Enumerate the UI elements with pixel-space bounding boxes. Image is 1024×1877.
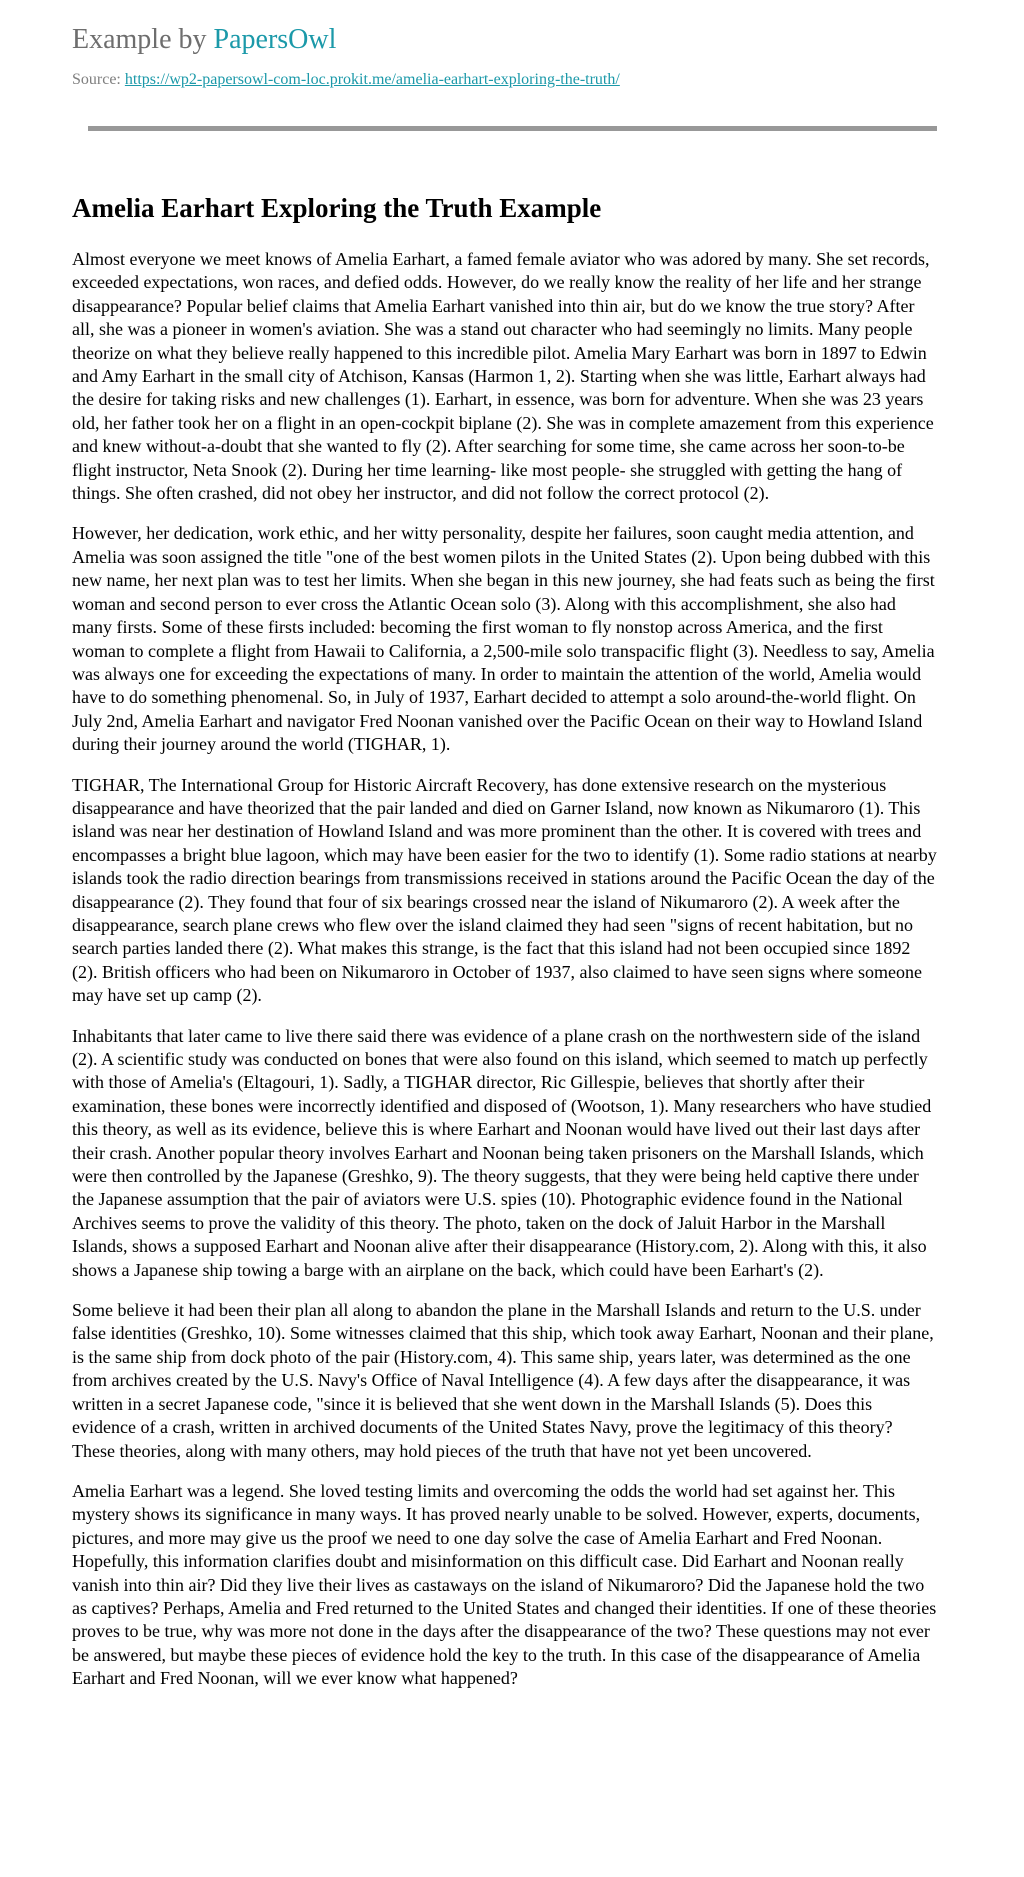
example-by-label: Example by [72, 24, 214, 55]
article-paragraph: However, her dedication, work ethic, and her witty personality, despite her failures, soon caught media attention, and Amelia was soon assigned the title "one of the best women pilots in the United States (2). Upon being dubbed with this new name, her next plan was to test her limits. When she began in this new journey, she had feats such as being the first woman and second person to ever cross the Atlantic Ocean solo (3). Along with this accomplishment, she also had many firsts. Some of these firsts included: becoming the first woman to fly nonstop across America, and the first woman to complete a flight from Hawaii to California, a 2,500-mile solo transpacific flight (3). Needless to say, Amelia was always one for exceeding the expectations of many. In order to maintain the attention of the world, Amelia would have to do something phenomenal. So, in July of 1937, Earhart decided to attempt a solo around-the-world flight. On July 2nd, Amelia Earhart and navigator Fred Noonan vanished over the Pacific Ocean on their way to Howland Island during their journey around the world (TIGHAR, 1). [72, 523, 935, 755]
page-header [72, 24, 1024, 56]
papersowl-brand: PapersOwl [213, 24, 337, 55]
article-paragraph: Inhabitants that later came to live there said there was evidence of a plane crash on the northwestern side of the island (2). A scientific study was conducted on bones that were also found on this island, which seemed to match up perfectly with those of Amelia's (Eltagouri, 1). Sadly, a TIGHAR director, Ric Gillespie, believes that shortly after their examination, these bones were incorrectly identified and disposed of (Wootson, 1). Many researchers who have studied this theory, as well as its evidence, believe this is where Earhart and Noonan would have lived out their last days after their crash. Another popular theory involves Earhart and Noonan being taken prisoners on the Marshall Islands, which were then controlled by the Japanese (Greshko, 9). The theory suggests, that they were being held captive there under the Japanese assumption that the pair of aviators were U.S. spies (10). Photographic evidence found in the National Archives seems to prove the validity of this theory. The photo, taken on the dock of Jaluit Harbor in the Marshall Islands, shows a supposed Earhart and Noonan alive after their disappearance (History.com, 2). Along with this, it also shows a Japanese ship towing a barge with an airplane on the back, which could have been Earhart's (2). [72, 1025, 932, 1280]
article-paragraph: Almost everyone we meet knows of Amelia Earhart, a famed female aviator who was adored by many. She set records, exceeded expectations, won races, and defied odds. However, do we really know the reality of her life and her strange disappearance? Popular belief claims that Amelia Earhart vanished into thin air, but do we know the true story? After all, she was a pioneer in women's aviation. She was a stand out character who had seemingly no limits. Many people theorize on what they believe really happened to this incredible pilot. Amelia Mary Earhart was born in 1897 to Edwin and Amy Earhart in the small city of Atchison, Kansas (Harmon 1, 2). Starting when she was little, Earhart always had the desire for taking risks and new challenges (1). Earhart, in essence, was born for adventure. When she was 23 years old, her father took her on a flight in an open-cockpit biplane (2). She was in complete amazement from this experience and knew without-a-doubt that she wanted to fly (2). After searching for some time, she came across her soon-to-be flight instructor, Neta Snook (2). During her time learning- like most people- she struggled with getting the hang of things. She often crashed, did not obey her instructor, and did not follow the correct protocol (2). [72, 249, 934, 504]
article-title: Amelia Earhart Exploring the Truth Example [72, 193, 602, 223]
source-label: Source: [72, 71, 125, 88]
article-paragraph: TIGHAR, The International Group for Historic Aircraft Recovery, has done extensive research on the mysterious disappearance and have theorized that the pair landed and died on Garner Island, now known as Nikumaroro (1). This island was near her destination of Howland Island and was more prominent than the other. It is covered with trees and encompasses a bright blue lagoon, which may have been easier for the two to identify (1). Some radio stations at nearby islands took the radio direction bearings from transmissions received in stations around the Pacific Ocean the day of the disappearance (2). They found that four of six bearings crossed near the island of Nikumaroro (2). A week after the disappearance, search plane crews who flew over the island claimed they had seen "signs of recent habitation, but no search parties landed there (2). What makes this strange, is the fact that this island had not been occupied since 1892 (2). British officers who had been on Nikumaroro in October of 1937, also claimed to have seen signs where someone may have set up camp (2). [72, 774, 937, 1006]
article-paragraph: Some believe it had been their plan all along to abandon the plane in the Marshall Islands and return to the U.S. under false identities (Greshko, 10). Some witnesses claimed that this ship, which took away Earhart, Noonan and their plane, is the same ship from dock photo of the pair (History.com, 4). This same ship, years later, was determined as the one from archives created by the U.S. Navy's Office of Naval Intelligence (4). A few days after the disappearance, it was written in a secret Japanese code, "since it is believed that she went down in the Marshall Islands (5). Does this evidence of a crash, written in archived documents of the United States Navy, prove the legitimacy of this theory? These theories, along with many others, may hold pieces of the truth that have not yet been uncovered. [72, 1300, 934, 1461]
source-url-link[interactable]: https://wp2-papersowl-com-loc.prokit.me/amelia-earhart-exploring-the-truth/ [124, 71, 620, 88]
source-line [72, 70, 1024, 90]
divider [88, 126, 937, 131]
article-paragraph: Amelia Earhart was a legend. She loved testing limits and overcoming the odds the world had set against her. This mystery shows its significance in many ways. It has proved nearly unable to be solved. However, experts, documents, pictures, and more may give us the proof we need to one day solve the case of Amelia Earhart and Fred Noonan. Hopefully, this information clarifies doubt and misinformation on this difficult case. Did Earhart and Noonan really vanish into thin air? Did they live their lives as castaways on the island of Nikumaroro? Did the Japanese hold the two as captives? Perhaps, Amelia and Fred returned to the United States and changed their identities. If one of these theories proves to be true, why was more not done in the days after the disappearance of the two? These questions may not ever be answered, but maybe these pieces of evidence hold the key to the truth. In this case of the disappearance of Amelia Earhart and Fred Noonan, will we ever know what happened? [72, 1480, 937, 1689]
article-body [72, 248, 1024, 1691]
